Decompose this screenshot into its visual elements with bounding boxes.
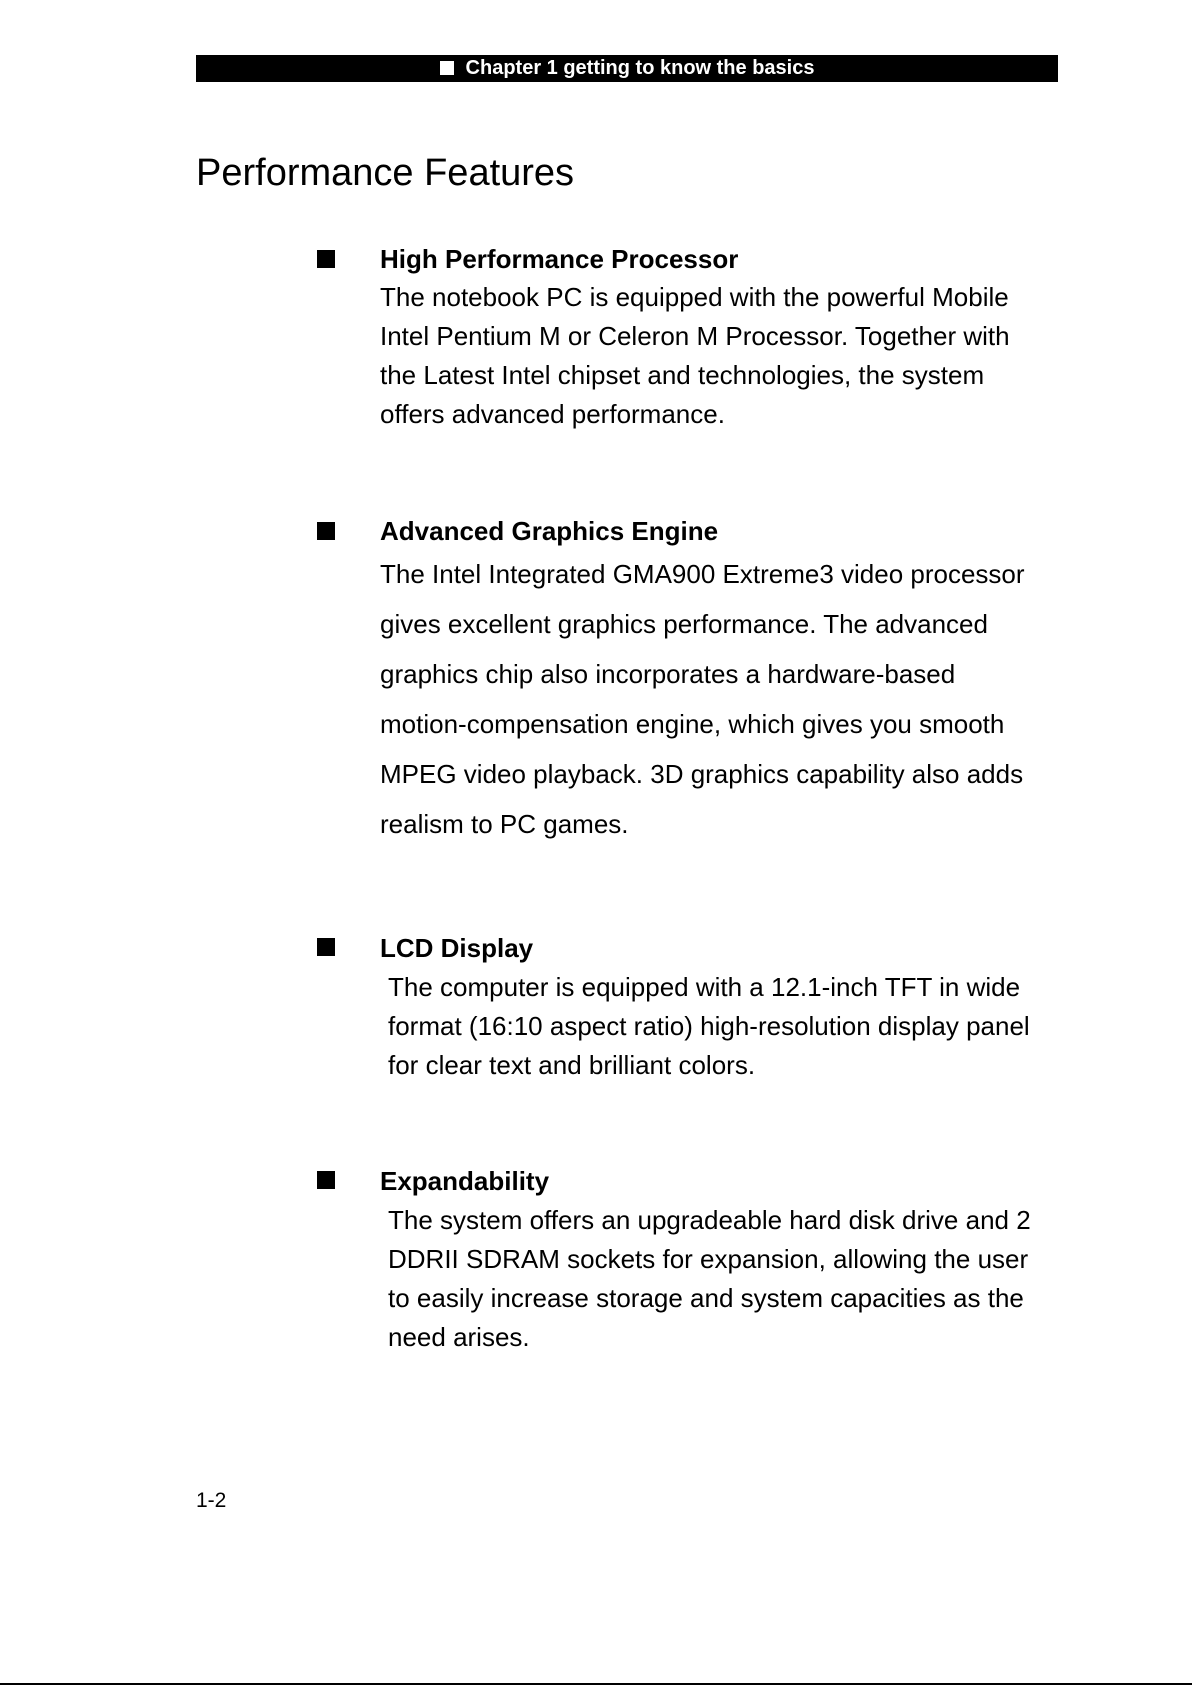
description-line: graphics chip also incorporates a hardware-based — [380, 659, 956, 689]
description-line: The notebook PC is equipped with the powerful Mobile — [380, 282, 1009, 312]
description-line: for clear text and brilliant colors. — [388, 1050, 756, 1080]
feature-description — [388, 968, 1030, 1085]
description-line: need arises. — [388, 1322, 530, 1352]
description-line: the Latest Intel chipset and technologies, the system — [380, 360, 985, 390]
description-line: The Intel Integrated GMA900 Extreme3 video processor — [380, 559, 1025, 589]
square-bullet-icon — [317, 1171, 335, 1189]
feature-title: Expandability — [380, 1166, 550, 1196]
chapter-header — [196, 55, 1058, 82]
page-title: Performance Features — [196, 152, 575, 194]
square-bullet-icon — [317, 938, 335, 956]
chapter-title: Chapter 1 getting to know the basics — [465, 57, 815, 79]
description-line: MPEG video playback. 3D graphics capability also adds — [380, 759, 1024, 789]
square-bullet-icon — [440, 61, 454, 75]
square-bullet-icon — [317, 522, 335, 540]
page-number: 1-2 — [196, 1489, 227, 1512]
description-line: The computer is equipped with a 12.1-inch TFT in wide — [388, 972, 1021, 1002]
feature-description — [388, 1201, 1031, 1357]
feature-title: LCD Display — [380, 933, 534, 963]
square-bullet-icon — [317, 250, 335, 268]
feature-description — [380, 549, 1025, 849]
description-line: DDRII SDRAM sockets for expansion, allowing the user — [388, 1244, 1029, 1274]
feature-title: High Performance Processor — [380, 244, 739, 274]
description-line: realism to PC games. — [380, 809, 629, 839]
description-line: gives excellent graphics performance. The advanced — [380, 609, 988, 639]
feature-description — [380, 278, 1010, 434]
description-line: to easily increase storage and system capacities as the — [388, 1283, 1024, 1313]
description-line: Intel Pentium M or Celeron M Processor. Together with — [380, 321, 1010, 351]
description-line: offers advanced performance. — [380, 399, 725, 429]
feature-title: Advanced Graphics Engine — [380, 516, 719, 546]
description-line: motion-compensation engine, which gives you smooth — [380, 709, 1005, 739]
description-line: The system offers an upgradeable hard disk drive and 2 — [388, 1205, 1031, 1235]
description-line: format (16:10 aspect ratio) high-resolution display panel — [388, 1011, 1030, 1041]
